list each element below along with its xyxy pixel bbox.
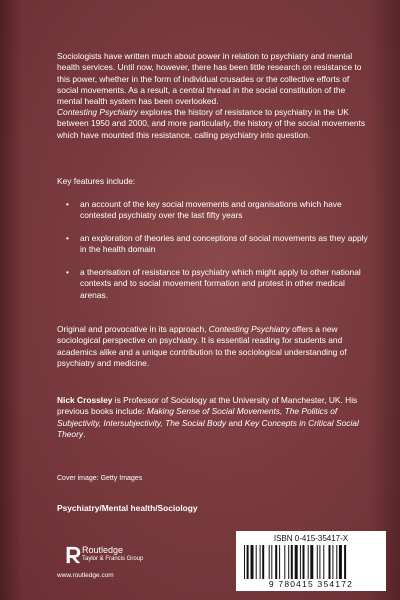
barcode-icon xyxy=(244,545,378,579)
closing-lead: Original and provocative in its approach, xyxy=(57,324,209,334)
key-feature-item: an exploration of theories and conceptions of social movements as they apply in the health domain xyxy=(80,233,368,255)
description-text: explores the history of resistance to psychiatry in the UK between 1950 and 2000, and more particularly, the history of the social movements which have mounted this resistance, calling psychiatry into question. xyxy=(57,107,366,140)
publisher-group: Taylor & Francis Group xyxy=(82,556,144,562)
book-title: Contesting Psychiatry xyxy=(208,324,290,334)
key-features-heading: Key features include: xyxy=(57,176,136,186)
publisher-website: www.routledge.com xyxy=(57,572,114,579)
book-title: Contesting Psychiatry xyxy=(57,107,138,117)
bullet-marker: • xyxy=(66,267,69,277)
barcode-number: 9 780415 354172 xyxy=(268,579,354,589)
closing-text: offers a new sociological perspective on psychiatry. It is essential reading for students and academics alike and a unique contribution to the sociological understanding of psychiatry and medicine. xyxy=(57,324,347,368)
bullet-marker: • xyxy=(66,199,69,209)
isbn-label: ISBN 0-415-35417-X xyxy=(273,534,349,543)
cover-image-credit: Cover image: Getty Images xyxy=(57,475,143,482)
key-feature-item: a theorisation of resistance to psychiatry which might apply to other national contexts and to social movement formation and protest in other medical arenas. xyxy=(80,267,361,300)
isbn-barcode-box xyxy=(236,531,386,591)
author-name: Nick Crossley xyxy=(57,395,113,405)
intro-paragraph: Sociologists have written much about power in relation to psychiatry and mental health services. Until now, however, there has been little research on resistance to this power, whether in the form of individual crusades or the collective efforts of social movements. As a result, a central thread in the social constitution of the mental health system has been overlooked. xyxy=(57,51,362,107)
bullet-marker: • xyxy=(66,233,69,243)
cover-right-shadow xyxy=(370,0,400,600)
key-feature-item: an account of the key social movements and organisations which have contested psychiatry over the last fifty years xyxy=(80,199,342,221)
author-bio xyxy=(57,395,367,440)
previous-books: Making Sense of Social Movements, The Politics of Subjectivity, Intersubjectivity, The Social Body xyxy=(57,406,338,428)
cover-left-shadow xyxy=(0,0,22,600)
publisher-name: Routledge xyxy=(82,545,124,555)
closing-paragraph xyxy=(57,324,367,369)
subject-category: Psychiatry/Mental health/Sociology xyxy=(57,503,198,513)
description-paragraph xyxy=(57,107,367,141)
author-bio-text: is Professor of Sociology at the University of Manchester, UK. His previous books include: xyxy=(57,395,358,417)
period: . xyxy=(83,428,86,439)
previous-book: Key Concepts in Critical Social Theory xyxy=(57,417,359,439)
conjunction: and xyxy=(226,417,245,428)
